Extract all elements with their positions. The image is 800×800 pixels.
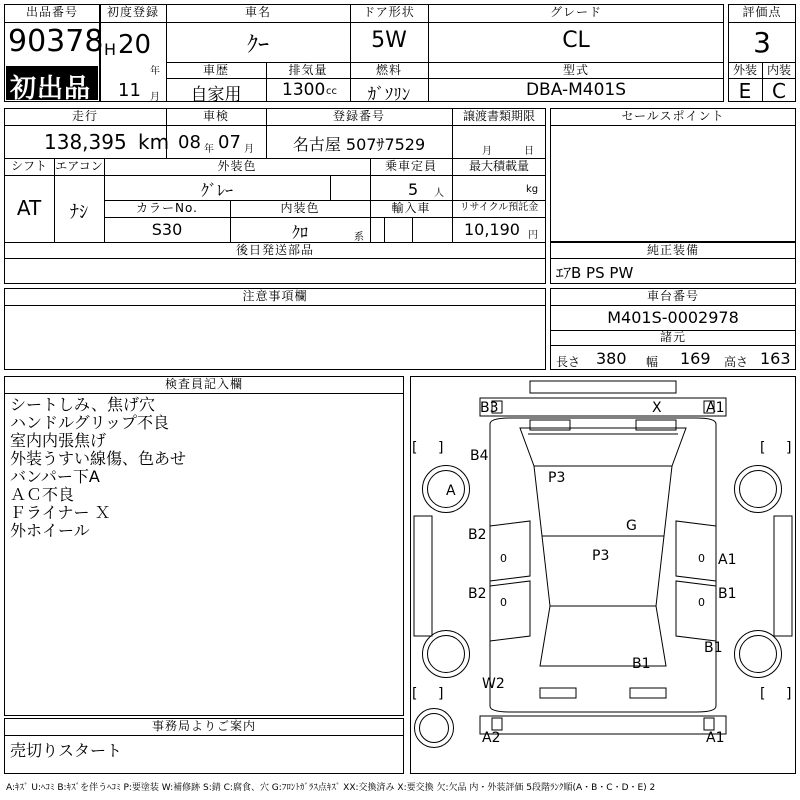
shift-label: シフト xyxy=(10,159,47,173)
damage-mark: B4 xyxy=(470,448,489,464)
length-label: 長さ xyxy=(556,355,581,369)
capacity: 5 xyxy=(408,180,419,199)
door: 5W xyxy=(371,28,407,53)
lot-number-label: 出品番号 xyxy=(25,5,78,19)
inspector-lines xyxy=(10,396,186,540)
load-label: 最大積載量 xyxy=(468,159,529,173)
dims-label: 諸元 xyxy=(659,330,686,344)
history: 自家用 xyxy=(190,85,242,105)
model: DBA-M401S xyxy=(525,80,627,100)
ext-color: ｸﾞﾚｰ xyxy=(200,181,233,200)
mileage: 138,395 xyxy=(44,130,127,154)
reg-year: 20 xyxy=(118,30,152,60)
transfer-label: 譲渡書類期限 xyxy=(462,109,535,123)
transfer-month: 月 xyxy=(482,146,492,157)
insp-month-unit: 月 xyxy=(244,144,254,155)
legend: A:ｷｽﾞ U:ﾍｺﾐ B:ｷｽﾞを伴うﾍｺﾐ P:要塗装 W:補修跡 S:錆 C:腐食、穴 G:ﾌﾛﾝﾄｶﾞﾗｽ点ｷｽﾞ XX:交換済み X:要交換 欠:欠品 内・外装評価 5段階ﾗﾝｸ順(A・B・C・D・E) 2 xyxy=(6,783,656,793)
first-listing-text: 初出品 xyxy=(10,74,92,104)
damage-mark: G xyxy=(626,518,637,534)
damage-mark: A2 xyxy=(482,730,501,746)
bracket-left-open: [ xyxy=(412,440,418,456)
int-color-label: 内装色 xyxy=(280,201,320,215)
damage-mark: A1 xyxy=(718,552,737,568)
bracket-left-close: ] xyxy=(438,440,444,456)
damage-mark: A1 xyxy=(706,730,725,746)
spare-wheel xyxy=(414,708,454,748)
damage-mark: B1 xyxy=(632,656,651,672)
bracket-right-close: ] xyxy=(786,440,792,456)
ac-label: エアコン xyxy=(55,159,103,173)
exterior-label: 外装 xyxy=(732,63,757,77)
inspector-line: ハンドルグリップ不良 xyxy=(10,413,170,432)
int-color-unit: 系 xyxy=(354,232,364,243)
width-label: 幅 xyxy=(646,355,659,369)
mileage-unit: km xyxy=(138,130,170,154)
load-unit: kg xyxy=(526,184,539,195)
fuel: ｶﾞｿﾘﾝ xyxy=(367,85,411,105)
damage-mark: B1 xyxy=(718,586,737,602)
recycle-label: リサイクル預託金 xyxy=(459,202,539,213)
displacement-unit: cc xyxy=(326,86,337,97)
inspector-line: 室内内張焦げ xyxy=(10,431,107,450)
car-name: ｸｰ xyxy=(246,33,269,58)
damage-mark: X xyxy=(652,400,662,416)
damage-mark: A1 xyxy=(706,400,725,416)
bracket-right-open: [ xyxy=(760,440,766,456)
car-name-label: 車名 xyxy=(244,5,271,19)
office-text: 売切りスタート xyxy=(10,741,123,760)
height-label: 高さ xyxy=(724,355,749,369)
genuine: ｴｱB PS PW xyxy=(556,264,634,282)
import-label: 輸入車 xyxy=(391,201,431,215)
ac: ﾅｼ xyxy=(70,202,88,223)
inspector-line: 外装うすい線傷、色あせ xyxy=(10,449,187,468)
wheel-rear-right xyxy=(734,630,782,678)
inspector-line: バンパー下A xyxy=(10,467,100,486)
wheel-front-right xyxy=(734,465,782,513)
zero-mark: 0 xyxy=(500,552,507,565)
transfer-day: 日 xyxy=(524,146,534,157)
score: 3 xyxy=(753,26,771,59)
mileage-label: 走行 xyxy=(71,109,98,123)
length: 380 xyxy=(596,349,627,368)
insp-month: 07 xyxy=(218,132,241,153)
damage-mark: B3 xyxy=(480,400,499,416)
color-no-label: カラーNo. xyxy=(136,201,198,215)
inspector-line: ＡＣ不良 xyxy=(10,485,75,504)
grade-label: グレード xyxy=(549,5,602,19)
chassis-label: 車台番号 xyxy=(646,289,699,303)
notes-label: 注意事項欄 xyxy=(242,289,308,303)
chassis: M401S-0002978 xyxy=(607,308,739,327)
bracket-right-close: ] xyxy=(786,686,792,702)
int-color: ｸﾛ xyxy=(291,223,308,242)
damage-mark: B1 xyxy=(704,640,723,656)
month-unit: 月 xyxy=(150,92,160,103)
inspector-label: 検査員記入欄 xyxy=(164,377,243,391)
exterior-score: E xyxy=(738,79,752,103)
car-outline xyxy=(410,376,796,774)
inspection-label: 車検 xyxy=(202,109,229,123)
shift: AT xyxy=(16,196,42,220)
history-label: 車歴 xyxy=(202,63,229,77)
first-reg-label: 初度登録 xyxy=(106,5,159,19)
damage-mark: B2 xyxy=(468,527,487,543)
era: H xyxy=(104,40,117,59)
insp-year-unit: 年 xyxy=(204,144,214,155)
bracket-left-open: [ xyxy=(412,686,418,702)
recycle: 10,190 xyxy=(464,220,520,239)
door-label: ドア形状 xyxy=(363,5,415,19)
plate: 名古屋 507ｻ7529 xyxy=(292,135,426,154)
interior-score: C xyxy=(772,79,786,103)
damage-mark: P3 xyxy=(592,548,610,564)
grade: CL xyxy=(562,28,590,53)
damage-mark: B2 xyxy=(468,586,487,602)
damage-mark: W2 xyxy=(482,676,505,692)
displacement: 1300 xyxy=(282,80,326,100)
model-label: 型式 xyxy=(562,63,589,77)
score-label: 評価点 xyxy=(742,5,782,19)
wheel-rear-left xyxy=(422,630,470,678)
width: 169 xyxy=(680,349,711,368)
plate-label: 登録番号 xyxy=(332,109,385,123)
year-unit: 年 xyxy=(150,66,160,77)
interior-label: 内装 xyxy=(766,63,791,77)
inspector-line: 外ホイール xyxy=(10,521,90,540)
damage-mark: A xyxy=(446,483,456,499)
zero-mark: 0 xyxy=(698,596,705,609)
zero-mark: 0 xyxy=(500,596,507,609)
reg-month: 11 xyxy=(118,80,141,101)
inspector-line: シートしみ、焦げ穴 xyxy=(10,395,155,414)
displacement-label: 排気量 xyxy=(288,63,328,77)
bracket-right-open: [ xyxy=(760,686,766,702)
recycle-unit: 円 xyxy=(528,230,538,241)
insp-year: 08 xyxy=(178,132,201,153)
capacity-unit: 人 xyxy=(434,188,444,199)
sales-point-label: セールスポイント xyxy=(621,109,725,123)
sales-point-box xyxy=(550,108,796,242)
color-no: S30 xyxy=(151,220,183,239)
capacity-label: 乗車定員 xyxy=(384,159,437,173)
height: 163 xyxy=(760,349,791,368)
damage-mark: P3 xyxy=(548,470,566,486)
later-parts-label: 後日発送部品 xyxy=(235,243,314,257)
ext-color-label: 外装色 xyxy=(217,159,257,173)
genuine-label: 純正装備 xyxy=(646,243,699,257)
lot-number: 90378 xyxy=(8,24,104,59)
inspector-line: Ｆライナー Ｘ xyxy=(10,503,111,522)
office-label: 事務局よりご案内 xyxy=(151,719,256,733)
bracket-left-close: ] xyxy=(438,686,444,702)
fuel-label: 燃料 xyxy=(375,63,402,77)
zero-mark: 0 xyxy=(698,552,705,565)
